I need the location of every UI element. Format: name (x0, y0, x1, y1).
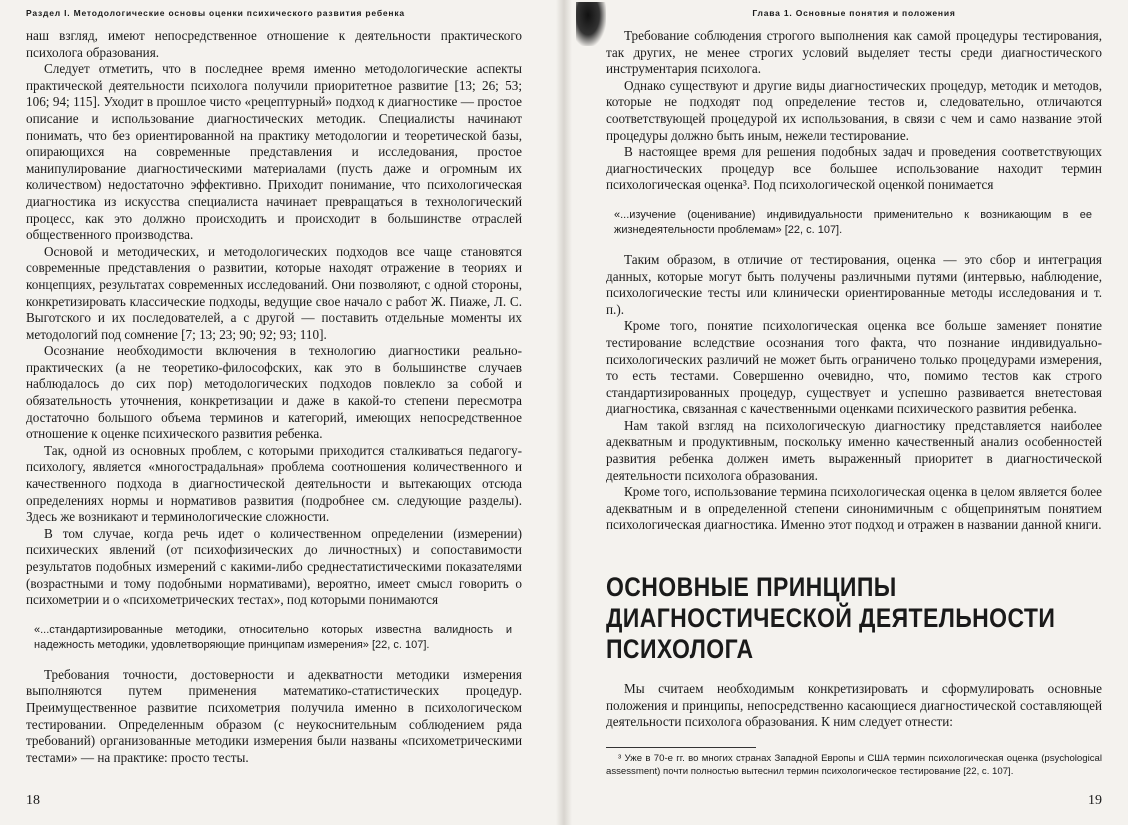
right-running-head: Глава 1. Основные понятия и положения (752, 8, 956, 18)
footnote-divider (606, 747, 756, 748)
footnote: ³ Уже в 70-е гг. во многих странах Западной Европы и США термин психологическая оценка (psychological assessment) почти полностью вытеснил термин психологическое тестирование [22, с. 107]. (606, 752, 1102, 777)
right-paragraph-3: В настоящее время для решения подобных задач и проведения соответствующих диагностических процедур все большее использование находит термин психологическая оценка³. Под психологической оценкой понимается (606, 144, 1102, 193)
left-paragraph-5: Так, одной из основных проблем, с которыми приходится сталкиваться педагогу-психологу, является «многострадальная» проблема соотношения количественного и качественного подхода в диагностической деятельности и вытекающих отсюда определениях нормы и нормативов развития (подробнее см. следующие разделы). Здесь же возникают и терминологические сложности. (26, 442, 522, 525)
right-quote: «...изучение (оценивание) индивидуальности применительно к возникающим в ее жизнедеятельности проблемам» [22, с. 107]. (614, 208, 1092, 236)
left-paragraph-3: Основой и методических, и методологических подходов все чаще становятся современные представления о развитии, которые находят отражение в теориях и концепциях, результатах современных исследований. Они позволяют, с одной стороны, конкретизировать классические подходы, ведущие свое начало с работ Ж. Пиаже, Л. С. Выготского и их последователей, а с другой — поставить отдельные моменты их методологий под сомнение [7; 13; 23; 90; 92; 93; 110]. (26, 243, 522, 342)
left-quote: «...стандартизированные методики, относительно которых известна валидность и надежность методики, удовлетворяющие принципам измерения» [22, с. 107]. (34, 623, 512, 651)
right-page-number: 19 (1088, 793, 1102, 808)
right-paragraph-8: Мы считаем необходимым конкретизировать и сформулировать основные положения и принципы, непосредственно касающиеся диагностической составляющей деятельности психолога образования. К ним следует отнести: (606, 681, 1102, 730)
right-paragraph-6: Нам такой взгляд на психологическую диагностику представляется наиболее адекватным и продуктивным, поскольку именно качественный анализ особенностей развития ребенка должен иметь выраженный приоритет в диагностической деятельности психолога образования. (606, 417, 1102, 483)
left-paragraph-4: Осознание необходимости включения в технологию диагностики реально-практических (а не теоретико-философских, как это в большинстве случаев наблюдалось до сих пор) методологических подходов повлекло за собой и обязательность уточнения, конкретизации и даже в какой-то степени пересмотра достаточно большого объема терминов и категорий, имеющих непосредственное отношение к оценке психического развития ребенка. (26, 343, 522, 442)
right-paragraph-7: Кроме того, использование термина психологическая оценка в целом является более адекватным и в определенной степени синонимичным с общепринятым понятием психологическая диагностика. Именно этот подход и отражен в названии данной книги. (606, 484, 1102, 533)
right-paragraph-1: Требование соблюдения строгого выполнения как самой процедуры тестирования, так других, не менее строгих условий выделяет тесты среди диагностического инструментария психолога. (606, 28, 1102, 77)
section-heading: ОСНОВНЫЕ ПРИНЦИПЫ ДИАГНОСТИЧЕСКОЙ ДЕЯТЕЛЬНОСТИ ПСИХОЛОГА (606, 571, 1056, 664)
right-page (570, 0, 1128, 825)
left-page (0, 0, 558, 825)
left-page-number: 18 (26, 793, 40, 808)
left-running-head: Раздел I. Методологические основы оценки психического развития ребенка (26, 8, 405, 18)
right-paragraph-2: Однако существуют и другие виды диагностических процедур, методик и методов, которые не подходят под определение тестов и, следовательно, отличаются соответствующей процедурой их использования, в связи с чем и само название этой процедуры должно быть иным, нежели тестирование. (606, 77, 1102, 143)
left-paragraph-7: Требования точности, достоверности и адекватности методики измерения выполняются путем применения математико-статистических процедур. Преимущественное развитие психометрия получила именно в психологическом тестировании. Определенным образом (с неукоснительным соблюдением ряда требований) организованные методики измерения были названы «психометрическими тестами» — на практике: просто тесты. (26, 666, 522, 765)
right-paragraph-5: Кроме того, понятие психологическая оценка все больше заменяет понятие тестирование вследствие осознания того факта, что познание индивидуально-психологических различий не может быть ограничено только процедурами измерения, то есть тестами. Совершенно очевидно, что, помимо тестов как строго стандартизированных процедур, существует и успешно развивается внетестовая диагностика, связанная с качественными оценками психического развития ребенка. (606, 318, 1102, 417)
ink-blot-mark (576, 2, 606, 46)
right-paragraph-4: Таким образом, в отличие от тестирования, оценка — это сбор и интеграция данных, которые могут быть получены различными путями (интервью, наблюдение, психологические тесты или клинически ориентированные методы исследования и т. п.). (606, 251, 1102, 317)
left-paragraph-2: Следует отметить, что в последнее время именно методологические аспекты практической деятельности психолога получили приоритетное развитие [13; 26; 53; 106; 94; 115]. Уходит в прошлое чисто «рецептурный» подход к диагностике — простое описание и использование диагностических методик. Специалисты начинают понимать, что без ориентированной на практику методологии и теоретической базы, опирающихся на современные представления и исследования, простое манипулирование диагностическими материалами (пусть даже и огромным их количеством) недостаточно эффективно. Приходит понимание, что психологическая диагностика из искусства специалиста начинает превращаться в технологический процесс, как это должно происходить и происходит в большинстве отраслей общественного производства. (26, 61, 522, 243)
left-paragraph-6: В том случае, когда речь идет о количественном определении (измерении) психических явлений (от психофизических до личностных) и сопоставимости результатов подобных измерений с какими-либо среднестатистическими показателями (возрастными и тому подобными нормативами), вероятно, имеет смысл говорить о психометрии и о «психометрических тестах», под которыми понимаются (26, 525, 522, 608)
left-paragraph-1: наш взгляд, имеют непосредственное отношение к деятельности практического психолога образования. (26, 28, 522, 60)
